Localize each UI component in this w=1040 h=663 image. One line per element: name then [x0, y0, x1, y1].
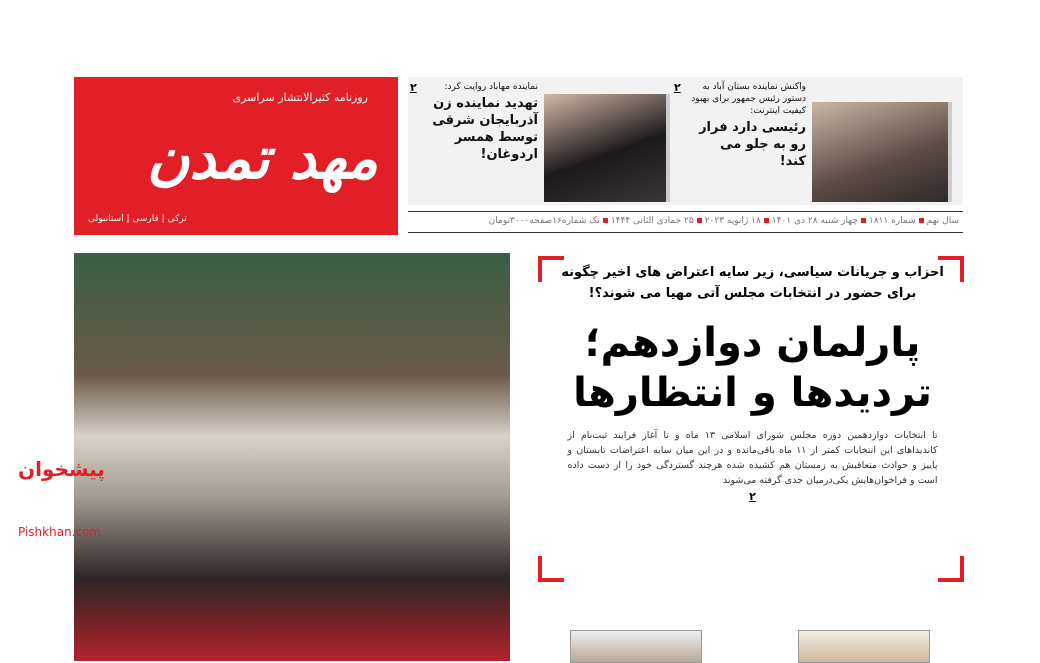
- teaser-kicker: واکنش نماینده بستان آباد به دستور رئیس جمهور برای بهبود کیفیت اینترنت:: [691, 82, 806, 116]
- main-kicker: احزاب و جریانات سیاسی، زیر سایه اعتراض های اخیر چگونه برای حضور در انتخابات مجلس آتی مهیا می شوند؟!: [561, 265, 944, 301]
- newspaper-logo: مهد تمدن: [146, 124, 378, 192]
- headline-line-1: پارلمان دوازدهم؛: [584, 320, 921, 366]
- main-headline[interactable]: [545, 318, 960, 418]
- main-photo: [74, 253, 510, 661]
- price: تک شماره۱۶صفحه۳۰۰۰تومان: [488, 216, 600, 226]
- bracket: [938, 556, 964, 582]
- teaser-photo-woman: [544, 94, 670, 202]
- teaser-headline: رئیسی دارد فرار رو به جلو می کند!: [699, 120, 806, 169]
- teaser-kicker: نماینده مهاباد روایت کرد:: [444, 82, 538, 92]
- bracket: [538, 556, 564, 582]
- teaser-1[interactable]: [690, 81, 806, 170]
- dateline: [408, 211, 963, 233]
- page-ref: ۲: [749, 490, 756, 503]
- watermark-url: Pishkhan.com: [18, 525, 102, 539]
- teaser-photo-man: [812, 102, 952, 202]
- teaser-strip: [408, 77, 963, 205]
- bottom-photo: [570, 630, 702, 663]
- lead-paragraph: تا انتخابات دوازدهمین دوره مجلس شورای اسلامی ۱۳ ماه و تا آغاز فرایند ثبت‌نام از کاندیداهای این انتخابات کمتر از ۱۱ ماه باقی‌مانده و در این میان سایه اعتراضات تابستان و پاییز و حوادث متعاقبش به زمستان هم کشیده شده هرچند گستردگی خود را از دست داده است و فراخوان‌هایش یکی‌درمیان جدی گرفته می‌شوند: [567, 430, 938, 486]
- date-hijri: ۲۵ جمادی الثانی ۱۴۴۴: [610, 216, 694, 226]
- teaser-2[interactable]: [424, 81, 538, 163]
- bottom-photo: [798, 630, 930, 663]
- languages: ترکی | فارسی | استانبولی: [88, 214, 187, 224]
- date-gregorian: ۱۸ ژانویه ۲۰۲۳: [704, 216, 761, 226]
- main-story: [545, 262, 960, 504]
- date-persian: چهار شنبه ۲۸ دی ۱۴۰۱: [771, 216, 858, 226]
- tagline: روزنامه کثیرالانتشار سراسری: [232, 91, 368, 104]
- issue-number: شماره ۱۸۱۱: [868, 216, 916, 226]
- page-ref: ۲: [410, 81, 417, 94]
- watermark-logo: پیشخوان: [18, 457, 105, 481]
- page-ref: ۲: [674, 81, 681, 94]
- year: سال نهم: [926, 216, 959, 226]
- teaser-headline: تهدید نماینده زن آذربایجان شرقی توسط همسر اردوغان!: [432, 96, 538, 162]
- masthead: [74, 77, 398, 235]
- headline-line-2: تردیدها و انتظارها: [573, 370, 932, 416]
